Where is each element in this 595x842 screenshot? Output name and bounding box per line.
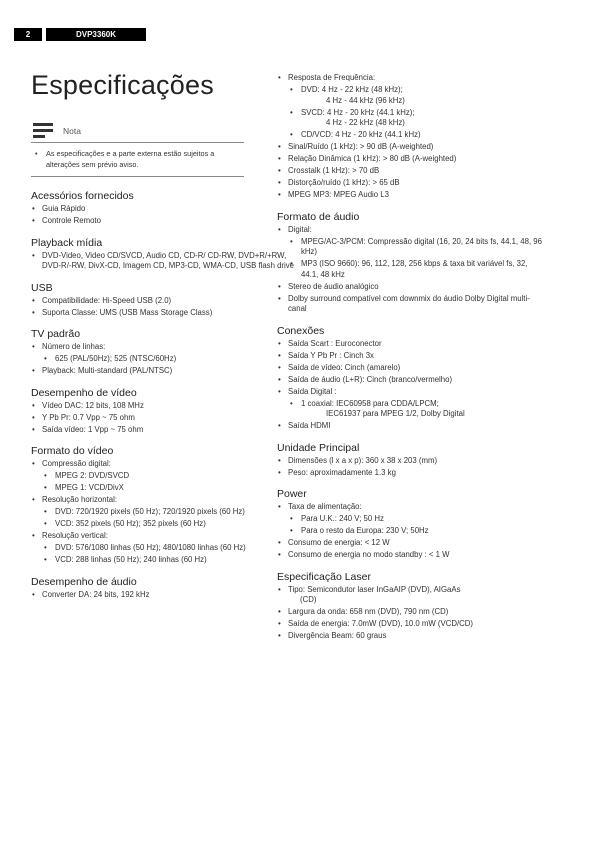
spec-item [277,351,542,362]
section-formato-do-video [31,445,296,566]
spec-item-text: Digital: [288,224,312,234]
spec-subitem [42,507,296,518]
spec-item-continuation: (CD) [300,595,317,604]
spec-item [277,73,542,141]
section-conexoes [277,325,542,432]
section-title: Playback mídia [31,236,103,249]
section-desempenho-de-video [31,387,296,436]
section-title: Unidade Principal [277,441,360,454]
spec-item-text: Largura da onda: 658 nm (DVD), 790 nm (CD) [288,607,449,616]
spec-item [277,421,542,432]
spec-item [31,425,296,436]
spec-item [31,459,296,494]
spec-item [31,495,296,530]
spec-list [31,251,296,272]
section-title: Conexões [277,324,325,337]
spec-item [277,178,542,189]
spec-list [277,502,542,561]
page-title: Especificações [31,70,214,100]
spec-item-text: DVD-Video, Video CD/SVCD, Audio CD, CD-R/ CD-RW, DVD+R/+RW, DVD-R/-RW, DivX-CD, Imagem CD, MP3-CD, WMA-CD, USB flash drive [42,250,294,270]
spec-item [277,619,542,630]
section-tv-padrao [31,328,296,377]
spec-item [277,607,542,618]
spec-subitem [288,108,542,129]
spec-subitem [288,514,542,525]
spec-item [277,468,542,479]
spec-item-text: Taxa de alimentação: [288,502,362,511]
spec-item-text: VCD: 352 pixels (50 Hz); 352 pixels (60 Hz) [55,519,206,528]
section-playback-midia [31,237,296,272]
spec-item-text: DVD: 720/1920 pixels (50 Hz); 720/1920 pixels (60 Hz) [55,507,245,516]
section-title: Formato de áudio [277,210,360,223]
spec-item-text: Sinal/Ruído (1 kHz): > 90 dB (A-weighted) [288,142,434,151]
spec-subitem [288,399,542,420]
spec-list [31,204,296,227]
section-especificacao-laser [277,571,542,642]
spec-item [31,590,296,601]
spec-subitem [42,519,296,530]
section-desempenho-de-audio [31,576,296,601]
spec-list [277,585,542,642]
spec-item [277,375,542,386]
section-title: Desempenho de vídeo [31,386,137,399]
spec-subitem [42,471,296,482]
note-item: • As especificações e a parte externa estão sujeitos a alterações sem prévio aviso. [35,148,240,170]
spec-item-text: Saída de energia: 7.0mW (DVD), 10.0 mW (VCD/CD) [288,619,474,628]
spec-item [31,366,296,377]
spec-item [31,342,296,365]
section-usb [31,282,296,319]
spec-item-text: DVD: 576/1080 linhas (50 Hz); 480/1080 linhas (60 Hz) [55,543,246,552]
spec-item [277,456,542,467]
spec-item [277,631,542,642]
spec-item-text: Peso: aproximadamente 1.3 kg [288,467,396,477]
spec-list [277,73,542,201]
spec-item-text: Vídeo DAC: 12 bits, 108 MHz [42,400,144,410]
spec-sublist [42,471,296,494]
section-formato-de-audio [277,211,542,315]
spec-item-text: Consumo de energia no modo standby : < 1 W [288,550,450,559]
spec-item-text: MPEG 2: DVD/SVCD [55,471,130,480]
spec-item-text: SVCD: 4 Hz - 20 kHz (44.1 kHz); [301,107,415,117]
spec-item [31,216,296,227]
spec-item-text: MPEG 1: VCD/DivX [55,483,124,492]
right-column [277,73,542,652]
spec-item-text: 625 (PAL/50Hz); 525 (NTSC/60Hz) [55,354,177,363]
spec-item-text: Saída HDMI [288,421,331,430]
note-body [31,142,244,177]
spec-subitem [288,526,542,537]
spec-subitem [42,543,296,554]
spec-list [277,456,542,479]
spec-subitem [42,354,296,365]
spec-list [277,225,542,315]
spec-item [31,401,296,412]
section-title: Especificação Laser [277,570,371,583]
spec-item-continuation: IEC61937 para MPEG 1/2, Dolby Digital [326,409,465,418]
spec-subitem [288,237,542,258]
spec-item-text: Tipo: Semicondutor laser InGaAIP (DVD), AIGaAs [288,584,461,594]
spec-item-text: MP3 (ISO 9660): 96, 112, 128, 256 kbps & taxa bit variável fs, 32, 44.1, 48 kHz [301,259,528,279]
note-icon [33,123,53,139]
spec-item-text: MPEG MP3: MPEG Audio L3 [288,190,389,199]
spec-list [277,339,542,432]
spec-sublist [42,543,296,566]
note-box [31,118,244,177]
spec-item [277,282,542,293]
spec-subitem [288,85,542,106]
spec-item-text: Compatibilidade: Hi-Speed USB (2.0) [42,295,172,305]
spec-item-text: VCD: 288 linhas (50 Hz); 240 linhas (60 Hz) [55,555,207,564]
spec-item-text: Para U.K.: 240 V; 50 Hz [301,514,384,523]
spec-sublist [288,237,542,281]
spec-item-text: CD/VCD: 4 Hz - 20 kHz (44.1 kHz) [301,130,421,139]
spec-item [277,225,542,281]
section-title: Acessórios fornecidos [31,190,134,202]
spec-item [31,308,296,319]
section-title: Formato do vídeo [31,445,114,457]
model-label: DVP3360K [46,28,146,41]
spec-item-text: Stereo de áudio analógico [288,281,379,291]
spec-item [277,387,542,420]
spec-item [277,550,542,561]
spec-item-text: Saída vídeo: 1 Vpp ~ 75 ohm [42,424,144,434]
spec-item-text: Playback: Multi-standard (PAL/NTSC) [42,366,173,375]
spec-item [277,502,542,537]
spec-item-text: Crosstalk (1 kHz): > 70 dB [288,166,380,175]
spec-item-text: Converter DA: 24 bits, 192 kHz [42,589,150,599]
section-resposta-frequencia [277,73,542,201]
spec-item [277,339,542,350]
spec-item-text: Relação Dinâmica (1 kHz): > 80 dB (A-weighted) [288,154,457,163]
spec-item [277,363,542,374]
spec-item [277,294,542,315]
spec-item [277,538,542,549]
spec-item [31,531,296,566]
section-title: TV padrão [31,328,81,340]
section-title: Desempenho de áudio [31,575,137,588]
spec-item-text: Resolução vertical: [42,531,108,540]
spec-sublist [42,507,296,530]
left-column [31,190,296,610]
spec-subitem [42,555,296,566]
spec-item-text: Controle Remoto [42,216,101,225]
spec-subitem [288,259,542,280]
spec-sublist [288,514,542,537]
page-number: 2 [14,28,42,41]
spec-item [31,204,296,215]
spec-list [31,342,296,377]
note-label: Nota [63,126,81,136]
spec-item-text: Para o resto da Europa: 230 V; 50Hz [301,526,429,535]
spec-item-text: Resolução horizontal: [42,495,117,504]
spec-item [277,142,542,153]
section-power [277,488,542,561]
spec-item-text: Consumo de energia: < 12 W [288,538,390,547]
spec-item-continuation: 4 Hz - 44 kHz (96 kHz) [326,95,405,105]
section-unidade-principal [277,442,542,479]
spec-item [277,154,542,165]
spec-sublist [288,85,542,141]
spec-item-text: Saída Y Pb Pr : Cinch 3x [288,350,374,360]
spec-list [31,459,296,566]
spec-item-text: Saída de vídeo: Cinch (amarelo) [288,362,401,372]
section-title: Power [277,488,307,500]
spec-item-text: Suporta Classe: UMS (USB Mass Storage Class) [42,307,213,317]
spec-item-text: Dolby surround compatível com downmix do áudio Dolby Digital multi-canal [288,293,530,313]
spec-item [277,166,542,177]
spec-item-text: MPEG/AC-3/PCM: Compressão digital (16, 20, 24 bits fs, 44.1, 48, 96 kHz) [301,236,542,256]
spec-item [31,413,296,424]
spec-subitem [42,483,296,494]
spec-item-text: Saída Scart : Euroconector [288,338,382,348]
spec-item-text: 1 coaxial: IEC60958 para CDDA/LPCM; [301,398,439,408]
spec-item [277,190,542,201]
spec-list [31,590,296,601]
spec-item [31,251,296,272]
spec-sublist [288,399,542,420]
section-acessorios-fornecidos [31,190,296,227]
spec-item-text: Saída de áudio (L+R): Cinch (branco/vermelho) [288,374,453,384]
spec-item-text: Saída Digital : [288,386,337,396]
spec-subitem [288,130,542,141]
spec-item-text: Dimensões (l x a x p): 360 x 38 x 203 (mm) [288,455,438,465]
section-title: USB [31,281,53,294]
spec-item [31,296,296,307]
spec-item-text: Compressão digital: [42,459,111,468]
spec-item-text: Resposta de Frequência: [288,73,376,82]
spec-item-text: DVD: 4 Hz - 22 kHz (48 kHz); [301,85,403,94]
note-header [31,118,244,140]
spec-item-continuation: 4 Hz - 22 kHz (48 kHz) [326,118,405,127]
spec-item-text: Número de linhas: [42,342,106,351]
spec-item-text: Y Pb Pr: 0.7 Vpp ~ 75 ohm [42,412,135,422]
spec-item [277,585,542,606]
spec-item-text: Distorção/ruído (1 kHz): > 65 dB [288,178,400,187]
spec-item-text: Divergência Beam: 60 graus [288,631,387,640]
spec-list [31,401,296,436]
spec-sublist [42,354,296,365]
spec-list [31,296,296,319]
spec-item-text: Guia Rápido [42,204,86,213]
